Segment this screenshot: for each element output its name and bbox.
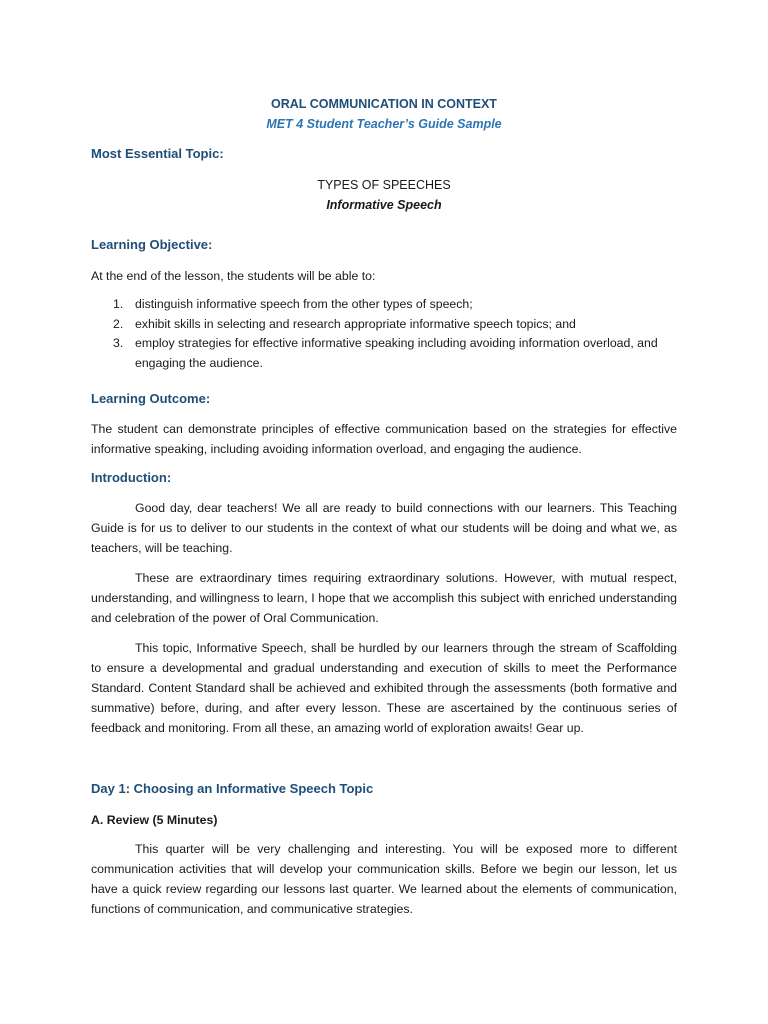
list-item <box>91 295 677 315</box>
learning-objective-intro: At the end of the lesson, the students will be able to: <box>91 269 376 283</box>
review-paragraph: This quarter will be very challenging and interesting. You will be exposed more to different communication activities that will develop your communication skills. Before we begin our lesson, let us have a quick review regarding our lessons last quarter. We learned about the elements of communication, functions of communication, and communicative strategies. <box>91 842 677 916</box>
list-item-text: exhibit skills in selecting and research appropriate informative speech topics; and <box>135 316 576 331</box>
introduction-paragraph: These are extraordinary times requiring extraordinary solutions. However, with mutual respect, understanding, and willingness to learn, I hope that we accomplish this subject with enriched understanding and celebration of the power of Oral Communication. <box>91 571 677 625</box>
review-heading: A. Review (5 Minutes) <box>91 813 218 827</box>
list-item-text: employ strategies for effective informative speaking including avoiding information overload, and engaging the audience. <box>135 336 658 370</box>
topic-title: TYPES OF SPEECHES <box>317 178 451 192</box>
learning-objective-heading: Learning Objective: <box>91 237 213 252</box>
essential-topic-heading: Most Essential Topic: <box>91 146 224 161</box>
essential-topic-block <box>0 175 768 215</box>
introduction-paragraph: Good day, dear teachers! We all are ready to build connections with our learners. This Teaching Guide is for us to deliver to our students in the context of what our students will be doing and what we, as teachers, will be teaching. <box>91 501 677 555</box>
list-item-number: 1. <box>113 297 124 311</box>
document-header <box>0 94 768 134</box>
list-item <box>91 315 677 335</box>
objective-list <box>91 295 677 373</box>
list-item-number: 3. <box>113 336 124 350</box>
document-subtitle: MET 4 Student Teacher’s Guide Sample <box>266 117 502 131</box>
list-item <box>91 334 677 373</box>
document-title: ORAL COMMUNICATION IN CONTEXT <box>271 97 497 111</box>
introduction-paragraph: This topic, Informative Speech, shall be hurdled by our learners through the stream of Scaffolding to ensure a developmental and gradual understanding and execution of skills to meet the Performance Standard. Content Standard shall be achieved and exhibited through the assessments (both formative and summative) before, during, and after every lesson. These are ascertained by the continuous series of feedback and monitoring. From all these, an amazing world of exploration awaits! Gear up. <box>91 641 677 735</box>
list-item-number: 2. <box>113 316 124 331</box>
introduction-heading: Introduction: <box>91 470 172 485</box>
learning-outcome-heading: Learning Outcome: <box>91 391 211 406</box>
list-item-text: distinguish informative speech from the other types of speech; <box>135 297 473 311</box>
learning-outcome-text: The student can demonstrate principles of effective communication based on the strategies for effective informative speaking, including avoiding information overload, and engaging the audience. <box>91 422 677 456</box>
topic-subtitle: Informative Speech <box>326 198 442 212</box>
day1-heading: Day 1: Choosing an Informative Speech Topic <box>91 781 374 796</box>
